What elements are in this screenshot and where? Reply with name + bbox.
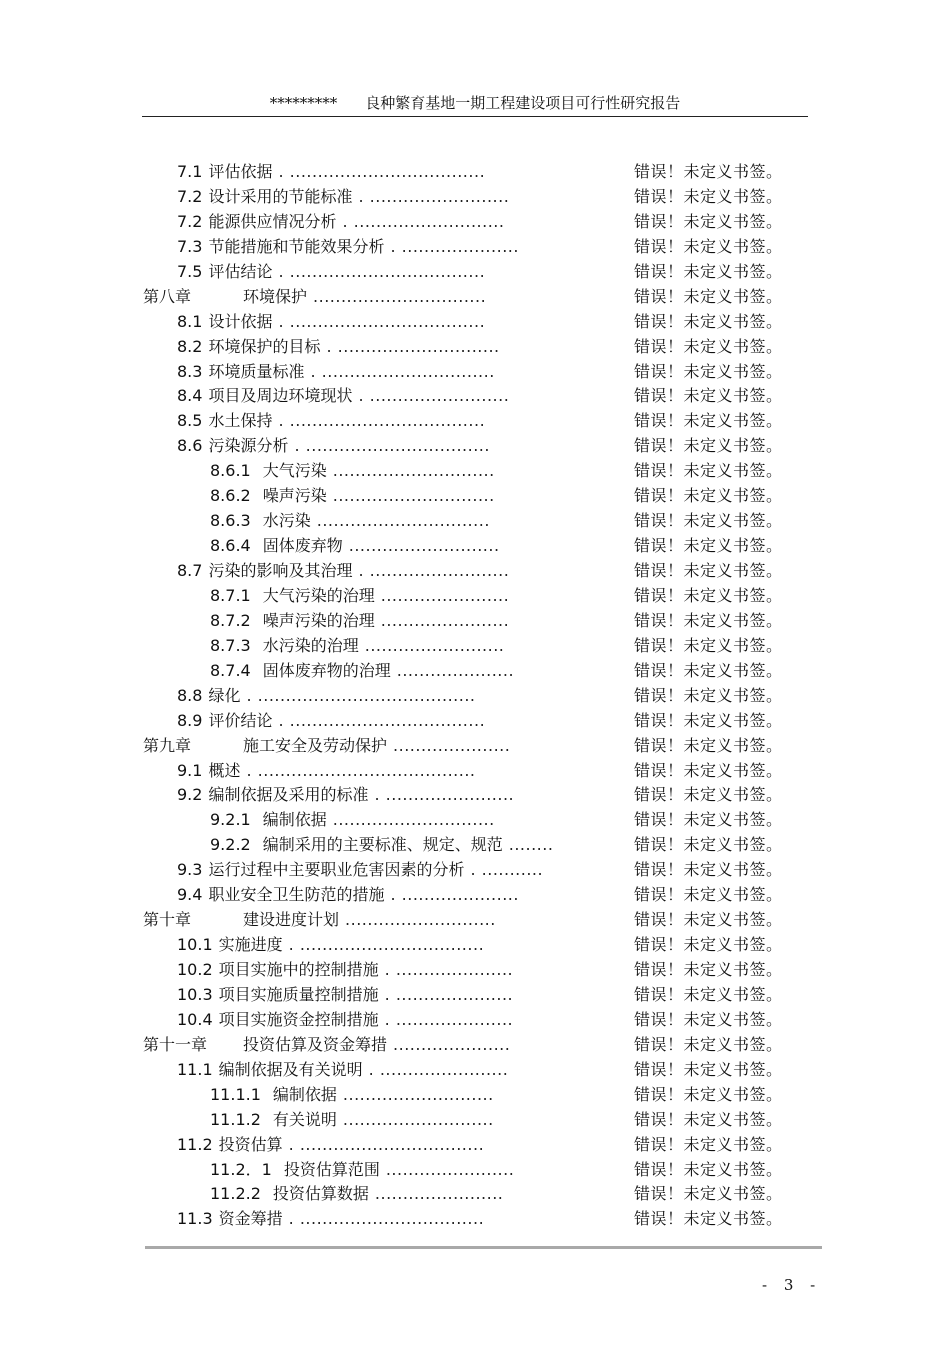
toc-entry-number: 11.1 — [177, 1059, 213, 1079]
toc-entry-number: 8.7.3 — [210, 635, 251, 655]
toc-entry-page-ref: 错误！未定义书签。 — [634, 984, 783, 1004]
toc-entry-title: 资金筹措 — [218, 1209, 283, 1229]
toc-entry-page-ref: 错误！未定义书签。 — [634, 660, 783, 680]
toc-entry[interactable] — [0, 360, 950, 385]
toc-dot-leader: ....................... — [385, 1159, 515, 1179]
toc-entry[interactable] — [0, 160, 950, 185]
toc-entry[interactable] — [0, 509, 950, 534]
toc-entry-page-ref: 错误！未定义书签。 — [634, 1134, 783, 1154]
toc-entry-number: 8.6.2 — [210, 486, 251, 506]
toc-entry[interactable] — [0, 1133, 950, 1158]
toc-entry-label — [210, 833, 553, 858]
toc-entry-label — [177, 684, 476, 709]
toc-entry-title: 大气污染的治理 — [262, 585, 375, 605]
toc-entry-title: 水污染的治理 — [262, 635, 359, 655]
toc-entry-title: 固体废弃物 — [262, 536, 343, 556]
toc-entry-number: 8.7.1 — [210, 585, 251, 605]
toc-dot-leader: . ....................... — [368, 1059, 509, 1079]
toc-entry-label — [143, 908, 496, 933]
toc-entry-title: 运行过程中主要职业危害因素的分析 — [208, 860, 465, 880]
page-header — [142, 92, 808, 117]
toc-entry-number: 8.2 — [177, 336, 203, 356]
toc-dot-leader: . ......................... — [358, 561, 510, 580]
toc-entry-label — [177, 434, 490, 459]
toc-entry[interactable] — [0, 534, 950, 559]
toc-entry-title: 投资估算及资金筹措 — [243, 1034, 388, 1054]
toc-entry-label — [177, 384, 509, 409]
toc-entry-label — [210, 634, 504, 659]
toc-entry-label — [177, 210, 504, 235]
toc-entry-page-ref: 错误！未定义书签。 — [634, 960, 783, 979]
toc-entry[interactable] — [0, 409, 950, 434]
toc-entry-title: 项目实施质量控制措施 — [218, 984, 379, 1004]
toc-entry-page-ref: 错误！未定义书签。 — [634, 436, 783, 456]
toc-dot-leader: ..................... — [393, 1034, 511, 1054]
toc-entry-label — [177, 883, 519, 908]
toc-dot-leader: ....................... — [380, 610, 510, 630]
toc-entry-page-ref: 错误！未定义书签。 — [634, 486, 783, 506]
toc-entry-label — [177, 409, 485, 434]
toc-dot-leader: . ....................... — [374, 785, 515, 805]
toc-entry-page-ref: 错误！未定义书签。 — [634, 1184, 783, 1204]
toc-entry-title: 固体废弃物的治理 — [262, 660, 391, 680]
toc-entry[interactable] — [0, 933, 950, 958]
toc-dot-leader: ..................... — [396, 660, 515, 680]
toc-entry-label — [177, 1058, 508, 1083]
toc-dot-leader: ............................. — [332, 486, 495, 506]
toc-entry[interactable] — [0, 434, 950, 459]
toc-entry[interactable] — [0, 783, 950, 808]
toc-entry[interactable] — [0, 958, 950, 983]
toc-entry-number: 8.7.4 — [210, 660, 251, 680]
toc-entry[interactable] — [0, 260, 950, 285]
toc-entry[interactable] — [0, 709, 950, 734]
toc-entry-title: 编制采用的主要标准、规定、规范 — [262, 835, 503, 855]
toc-entry[interactable] — [0, 285, 950, 310]
toc-entry-number: 11.1.1 — [210, 1084, 261, 1104]
toc-entry-title: 编制依据 — [262, 810, 327, 830]
toc-entry-label — [210, 609, 509, 634]
toc-entry-number: 7.1 — [177, 162, 203, 181]
toc-dot-leader: ......................... — [364, 635, 505, 655]
header-title: 良种繁育基地一期工程建设项目可行性研究报告 — [365, 94, 681, 112]
toc-entry-number: 10.3 — [177, 984, 213, 1004]
toc-entry-label — [177, 335, 500, 360]
toc-entry[interactable] — [0, 833, 950, 858]
toc-dot-leader: . ........... — [470, 860, 544, 880]
toc-entry-page-ref: 错误！未定义书签。 — [634, 286, 783, 306]
toc-entry-title: 噪声污染 — [262, 486, 327, 506]
toc-entry-title: 节能措施和节能效果分析 — [208, 236, 385, 256]
toc-entry-number: 11.2 — [177, 1134, 213, 1154]
toc-entry-title: 建设进度计划 — [243, 910, 340, 930]
toc-entry-number: 8.3 — [177, 361, 203, 381]
toc-entry-number: 8.6.1 — [210, 461, 251, 481]
toc-entry-title: 编制依据及有关说明 — [218, 1059, 363, 1079]
toc-entry-page-ref: 错误！未定义书签。 — [634, 1059, 783, 1079]
toc-entry-number: 第八章 — [143, 286, 192, 306]
toc-entry-title: 设计依据 — [208, 311, 273, 331]
toc-entry-page-ref: 错误！未定义书签。 — [634, 785, 783, 805]
toc-entry[interactable] — [0, 484, 950, 509]
toc-entry-page-ref: 错误！未定义书签。 — [634, 835, 783, 855]
toc-dot-leader: ....................... — [374, 1184, 504, 1204]
toc-entry[interactable] — [0, 684, 950, 709]
toc-entry[interactable] — [0, 883, 950, 908]
toc-dot-leader: ............................... — [316, 511, 490, 531]
toc-entry-page-ref: 错误！未定义书签。 — [634, 1159, 783, 1179]
toc-entry-page-ref: 错误！未定义书签。 — [634, 211, 783, 231]
toc-dot-leader: . ................................... — [278, 710, 486, 730]
toc-entry-number: 7.2 — [177, 186, 203, 206]
toc-entry-label — [177, 958, 513, 983]
toc-entry-label — [210, 584, 509, 609]
toc-entry-number: 7.5 — [177, 261, 203, 281]
toc-entry-label — [177, 1008, 513, 1033]
footer-rule — [145, 1246, 822, 1249]
toc-dot-leader: ..................... — [393, 735, 511, 755]
toc-entry-title: 职业安全卫生防范的措施 — [208, 885, 385, 905]
toc-entry-number: 8.6 — [177, 436, 203, 456]
toc-entry-title: 概述 — [208, 760, 241, 780]
toc-entry-number: 9.2.1 — [210, 810, 251, 830]
toc-entry-label — [210, 1158, 514, 1183]
toc-dot-leader: . ................................... — [278, 261, 486, 281]
toc-entry-number: 7.3 — [177, 236, 203, 256]
toc-dot-leader: . ......................... — [358, 186, 510, 206]
toc-entry-number: 10.2 — [177, 960, 213, 979]
toc-entry-number: 11.3 — [177, 1209, 213, 1229]
toc-dot-leader: ........................... — [342, 1109, 494, 1129]
toc-entry-label — [177, 983, 513, 1008]
toc-entry-title: 编制依据 — [272, 1084, 337, 1104]
toc-entry-title: 施工安全及劳动保护 — [243, 735, 388, 755]
toc-entry-page-ref: 错误！未定义书签。 — [634, 935, 783, 955]
toc-entry-title: 编制依据及采用的标准 — [208, 785, 369, 805]
toc-entry[interactable] — [0, 584, 950, 609]
toc-entry-page-ref: 错误！未定义书签。 — [634, 610, 783, 630]
toc-entry-number: 11.2．1 — [210, 1159, 272, 1179]
header-stars: ********* — [269, 94, 338, 112]
toc-entry[interactable] — [0, 1033, 950, 1058]
toc-entry[interactable] — [0, 659, 950, 684]
toc-entry-number: 第十章 — [143, 910, 192, 930]
toc-dot-leader: ........ — [508, 835, 554, 855]
toc-entry-label — [177, 185, 509, 210]
toc-entry[interactable] — [0, 1207, 950, 1232]
toc-entry-title: 评估依据 — [208, 162, 273, 181]
toc-entry-number: 8.7.2 — [210, 610, 251, 630]
toc-dot-leader: . ................................. — [294, 436, 490, 456]
toc-entry-number: 8.1 — [177, 311, 203, 331]
toc-entry-title: 环境质量标准 — [208, 361, 305, 381]
toc-dot-leader: . ................................... — [278, 311, 486, 331]
toc-entry-label — [210, 1083, 494, 1108]
toc-dot-leader: . ................................. — [288, 935, 485, 955]
toc-entry-number: 8.5 — [177, 411, 203, 431]
toc-entry-label — [210, 1108, 494, 1133]
toc-dot-leader: . ............................. — [326, 336, 500, 356]
toc-entry-page-ref: 错误！未定义书签。 — [634, 635, 783, 655]
toc-entry-page-ref: 错误！未定义书签。 — [634, 860, 783, 880]
toc-entry-page-ref: 错误！未定义书签。 — [634, 810, 783, 830]
toc-entry-label — [210, 659, 514, 684]
toc-entry-label — [143, 734, 510, 759]
toc-entry-label — [143, 285, 486, 310]
toc-entry-number: 9.2 — [177, 785, 203, 805]
toc-entry-title: 环境保护 — [243, 286, 308, 306]
toc-dot-leader: . ..................... — [384, 960, 514, 979]
toc-entry-number: 8.9 — [177, 710, 203, 730]
toc-dot-leader: . ............................... — [310, 361, 495, 381]
toc-entry-label — [177, 360, 495, 385]
toc-entry-number: 9.1 — [177, 760, 203, 780]
toc-entry-page-ref: 错误！未定义书签。 — [634, 536, 783, 556]
toc-entry-page-ref: 错误！未定义书签。 — [634, 336, 783, 356]
toc-entry-title: 项目实施资金控制措施 — [218, 1009, 379, 1029]
toc-entry-page-ref: 错误！未定义书签。 — [634, 885, 783, 905]
toc-entry-page-ref: 错误！未定义书签。 — [634, 1034, 783, 1054]
toc-entry[interactable] — [0, 1108, 950, 1133]
toc-dot-leader: . ................................... — [278, 411, 486, 431]
toc-entry[interactable] — [0, 1058, 950, 1083]
toc-entry[interactable] — [0, 1083, 950, 1108]
toc-entry-label — [210, 808, 495, 833]
toc-entry-title: 环境保护的目标 — [208, 336, 321, 356]
toc-entry-title: 噪声污染的治理 — [262, 610, 375, 630]
toc-entry[interactable] — [0, 808, 950, 833]
toc-entry[interactable] — [0, 559, 950, 584]
toc-dot-leader: . ..................... — [384, 984, 514, 1004]
toc-entry-label — [177, 783, 514, 808]
toc-entry-page-ref: 错误！未定义书签。 — [634, 411, 783, 431]
toc-entry[interactable] — [0, 384, 950, 409]
toc-entry-page-ref: 错误！未定义书签。 — [634, 261, 783, 281]
toc-entry-title: 评估结论 — [208, 261, 273, 281]
toc-dot-leader: . ................................... — [278, 162, 486, 181]
toc-entry-page-ref: 错误！未定义书签。 — [634, 710, 783, 730]
toc-entry-label — [210, 509, 490, 534]
toc-entry-title: 绿化 — [208, 685, 241, 705]
toc-dot-leader: ....................... — [380, 585, 510, 605]
toc-entry-page-ref: 错误！未定义书签。 — [634, 1084, 783, 1104]
toc-entry-label — [210, 534, 500, 559]
toc-dot-leader: . ................................. — [288, 1134, 485, 1154]
toc-dot-leader: ........................... — [342, 1084, 494, 1104]
toc-entry[interactable] — [0, 459, 950, 484]
toc-entry[interactable] — [0, 858, 950, 883]
toc-dot-leader: . ....................................... — [246, 760, 476, 780]
toc-dot-leader: ............................. — [332, 810, 495, 830]
toc-entry-page-ref: 错误！未定义书签。 — [634, 1009, 783, 1029]
toc-entry[interactable] — [0, 1182, 950, 1207]
toc-entry-number: 10.1 — [177, 935, 213, 955]
toc-entry-page-ref: 错误！未定义书签。 — [634, 561, 783, 580]
toc-entry-number: 8.7 — [177, 561, 203, 580]
toc-entry[interactable] — [0, 235, 950, 260]
toc-entry-page-ref: 错误！未定义书签。 — [634, 1209, 783, 1229]
toc-entry[interactable] — [0, 310, 950, 335]
toc-entry-number: 8.6.3 — [210, 511, 251, 531]
toc-entry[interactable] — [0, 210, 950, 235]
toc-entry[interactable] — [0, 759, 950, 784]
toc-entry-label — [177, 310, 485, 335]
toc-entry-title: 项目实施中的控制措施 — [218, 960, 379, 979]
toc-dot-leader: . ................................. — [288, 1209, 485, 1229]
toc-entry[interactable] — [0, 908, 950, 933]
toc-entry-title: 水污染 — [262, 511, 311, 531]
toc-entry-title: 能源供应情况分析 — [208, 211, 337, 231]
toc-entry-page-ref: 错误！未定义书签。 — [634, 186, 783, 206]
toc-entry-title: 设计采用的节能标准 — [208, 186, 353, 206]
toc-entry[interactable] — [0, 983, 950, 1008]
toc-entry-title: 投资估算数据 — [272, 1184, 369, 1204]
toc-entry-label — [177, 1207, 484, 1232]
toc-entry-number: 11.1.2 — [210, 1109, 261, 1129]
toc-entry-page-ref: 错误！未定义书签。 — [634, 735, 783, 755]
toc-entry-number: 9.4 — [177, 885, 203, 905]
toc-entry-number: 第十一章 — [143, 1034, 208, 1054]
toc-entry[interactable] — [0, 185, 950, 210]
toc-entry-page-ref: 错误！未定义书签。 — [634, 585, 783, 605]
toc-entry-page-ref: 错误！未定义书签。 — [634, 760, 783, 780]
toc-entry-title: 项目及周边环境现状 — [208, 386, 353, 406]
toc-entry-title: 投资估算范围 — [283, 1159, 380, 1179]
toc-dot-leader: . ....................................... — [246, 685, 476, 705]
toc-entry-label — [177, 235, 519, 260]
toc-entry[interactable] — [0, 1158, 950, 1183]
toc-entry-label — [143, 1033, 510, 1058]
toc-entry-title: 污染源分析 — [208, 436, 289, 456]
toc-entry-page-ref: 错误！未定义书签。 — [634, 236, 783, 256]
toc-entry-number: 7.2 — [177, 211, 203, 231]
toc-entry-title: 评价结论 — [208, 710, 273, 730]
toc-entry-title: 污染的影响及其治理 — [208, 561, 353, 580]
toc-entry-title: 大气污染 — [262, 461, 327, 481]
toc-entry-page-ref: 错误！未定义书签。 — [634, 511, 783, 531]
toc-entry-page-ref: 错误！未定义书签。 — [634, 162, 783, 181]
toc-entry-number: 8.8 — [177, 685, 203, 705]
toc-entry-number: 8.6.4 — [210, 536, 251, 556]
toc-entry-page-ref: 错误！未定义书签。 — [634, 461, 783, 481]
toc-entry-page-ref: 错误！未定义书签。 — [634, 386, 783, 406]
toc-entry-number: 8.4 — [177, 386, 203, 406]
toc-entry-label — [177, 559, 509, 584]
toc-dot-leader: . ......................... — [358, 386, 510, 406]
toc-dot-leader: ........................... — [348, 536, 500, 556]
toc-entry-number: 9.2.2 — [210, 835, 251, 855]
toc-entry-number: 第九章 — [143, 735, 192, 755]
toc-entry[interactable] — [0, 335, 950, 360]
toc-dot-leader: . ..................... — [390, 236, 519, 256]
toc-entry-title: 水土保持 — [208, 411, 273, 431]
toc-entry-page-ref: 错误！未定义书签。 — [634, 311, 783, 331]
toc-entry-label — [177, 933, 484, 958]
toc-entry[interactable] — [0, 609, 950, 634]
toc-entry[interactable] — [0, 1008, 950, 1033]
page-number: - 3 - — [762, 1276, 822, 1294]
toc-dot-leader: ............................... — [313, 286, 487, 306]
toc-entry-title: 实施进度 — [218, 935, 283, 955]
toc-dot-leader: ............................. — [332, 461, 495, 481]
toc-entry-label — [210, 459, 495, 484]
toc-entry-number: 11.2.2 — [210, 1184, 261, 1204]
toc-entry-label — [210, 1182, 503, 1207]
toc-entry-label — [177, 260, 485, 285]
toc-entry-page-ref: 错误！未定义书签。 — [634, 685, 783, 705]
toc-dot-leader: . ..................... — [384, 1009, 514, 1029]
toc-entry[interactable] — [0, 634, 950, 659]
toc-dot-leader: ........................... — [345, 910, 496, 930]
toc-dot-leader: . ........................... — [342, 211, 505, 231]
toc-entry-label — [177, 709, 485, 734]
toc-entry-page-ref: 错误！未定义书签。 — [634, 910, 783, 930]
toc-entry-page-ref: 错误！未定义书签。 — [634, 1109, 783, 1129]
toc-entry-number: 9.3 — [177, 860, 203, 880]
toc-entry-label — [177, 1133, 484, 1158]
toc-entry-title: 投资估算 — [218, 1134, 283, 1154]
toc-entry-label — [177, 160, 485, 185]
toc-entry[interactable] — [0, 734, 950, 759]
table-of-contents — [0, 160, 950, 1232]
toc-entry-label — [177, 759, 476, 784]
toc-entry-title: 有关说明 — [272, 1109, 337, 1129]
toc-entry-label — [177, 858, 543, 883]
toc-dot-leader: . ..................... — [390, 885, 519, 905]
toc-entry-number: 10.4 — [177, 1009, 213, 1029]
toc-entry-page-ref: 错误！未定义书签。 — [634, 361, 783, 381]
toc-entry-label — [210, 484, 495, 509]
